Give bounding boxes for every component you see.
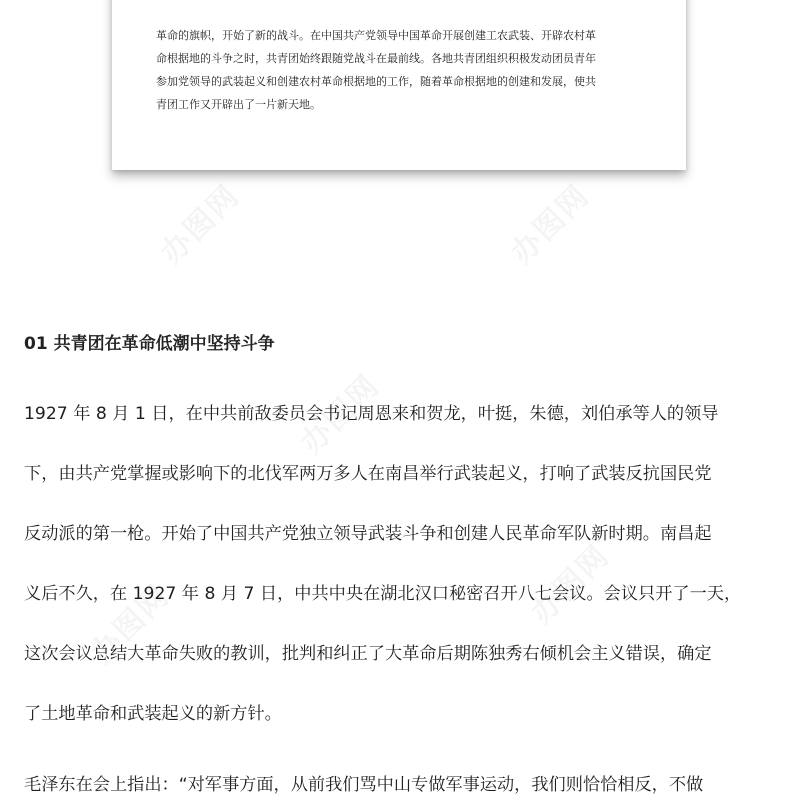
- card-paragraph: [156, 24, 656, 116]
- card-line: 参加党领导的武装起义和创建农村革命根据地的工作，随着革命根据地的创建和发展，使共: [156, 75, 596, 88]
- watermark: [499, 173, 598, 272]
- paragraph-line: 这次会议总结大革命失败的教训，批判和纠正了大革命后期陈独秀右倾机会主义错误，确定: [24, 644, 712, 664]
- paragraph-line: 反动派的第一枪。开始了中国共产党独立领导武装斗争和创建人民革命军队新时期。南昌起: [24, 524, 712, 544]
- paragraph-line: 义后不久，在 1927 年 8 月 7 日，中共中央在湖北汉口秘密召开八七会议。会议只开了一天，: [24, 584, 742, 604]
- card-line: 命根据地的斗争之时，共青团始终跟随党战斗在最前线。各地共青团组织积极发动团员青年: [156, 52, 596, 65]
- document-card: [112, 0, 686, 170]
- watermark: [149, 173, 248, 272]
- paragraph-line: 1927 年 8 月 1 日，在中共前敌委员会书记周恩来和贺龙，叶挺，朱德，刘伯承等人的领导: [24, 404, 719, 424]
- card-line: 革命的旗帜，开始了新的战斗。在中国共产党领导中国革命开展创建工农武装、开辟农村革: [156, 29, 596, 42]
- paragraph-line: 下，由共产党掌握或影响下的北伐军两万多人在南昌举行武装起义，打响了武装反抗国民党: [24, 464, 712, 484]
- body-paragraph: [24, 402, 784, 762]
- paragraph-line: 了土地革命和武装起义的新方针。: [24, 704, 282, 724]
- body-paragraph-2: 毛泽东在会上指出：“对军事方面，从前我们骂中山专做军事运动，我们则恰恰相反，不做: [24, 775, 704, 795]
- section-title: 01 共青团在革命低潮中坚持斗争: [24, 334, 275, 354]
- card-line: 青团工作又开辟出了一片新天地。: [156, 98, 321, 111]
